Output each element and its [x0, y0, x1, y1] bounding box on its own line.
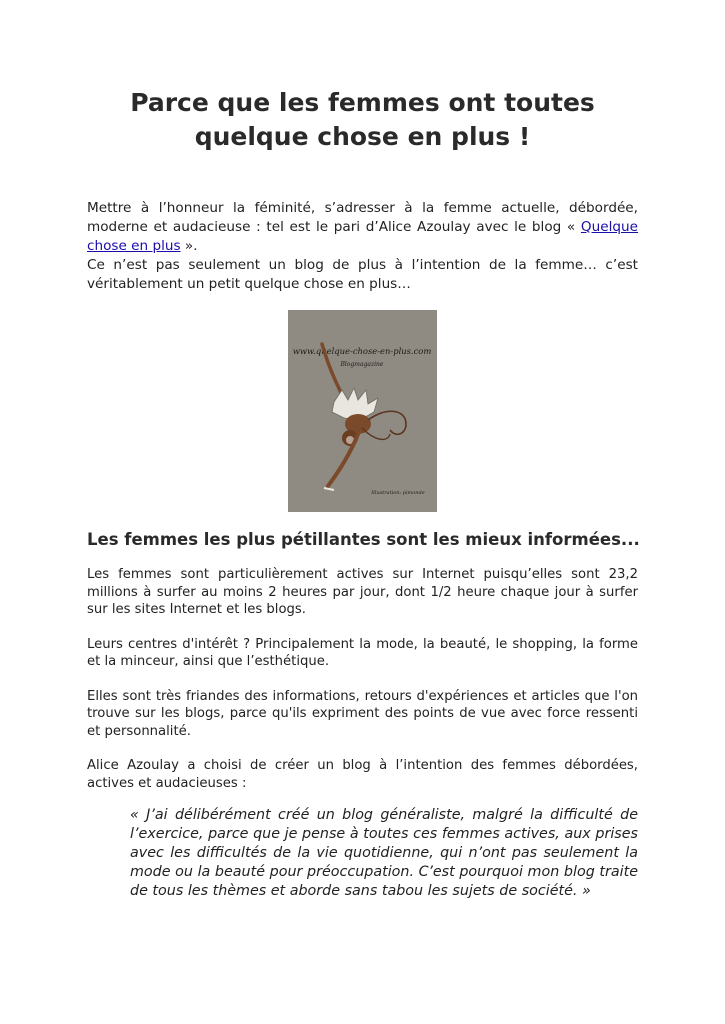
- body-paragraph-3: Elles sont très friandes des informations, retours d'expériences et articles que l'on trouve sur les blogs, parce qu'ils expriment des points de vue avec force ressenti et personnalité.: [87, 688, 638, 739]
- body-section: [87, 566, 638, 809]
- illustration-subtitle: Blogmagazine: [340, 361, 384, 368]
- section-heading: Les femmes les plus pétillantes sont les mieux informées...: [87, 530, 640, 549]
- illustration-url: www.quelque-chose-en-plus.com: [292, 346, 432, 356]
- quote-text: « J’ai délibérément créé un blog généraliste, malgré la difficulté de l’exercice, parce que je pense à toutes ces femmes actives, aux prises avec les difficultés de la vie quotidienne, qui n’ont pas seulement la mode ou la beauté pour préoccupation. C’est pourquoi mon blog traite de tous les thèmes et aborde sans tabou les sujets de société. »: [130, 807, 638, 899]
- intro-paragraph-2: Ce n’est pas seulement un blog de plus à l’intention de la femme… c’est véritablement un petit quelque chose en plus…: [87, 257, 638, 292]
- intro-text-after: ».: [180, 238, 198, 254]
- blockquote: [130, 806, 638, 901]
- title-line-1: Parce que les femmes ont toutes: [130, 88, 595, 117]
- intro-section: [87, 199, 638, 294]
- blog-link[interactable]: Quelque chose en plus: [87, 219, 638, 254]
- illustration-caption: Illustration: pimonde: [371, 490, 425, 496]
- title-line-2: quelque chose en plus !: [194, 122, 531, 151]
- intro-paragraph-1: [87, 199, 638, 256]
- body-paragraph-2: Leurs centres d'intérêt ? Principalement la mode, la beauté, le shopping, la forme et la minceur, ainsi que l’esthétique.: [87, 636, 638, 669]
- intro-text-before: Mettre à l’honneur la féminité, s’adresser à la femme actuelle, débordée, moderne et audacieuse : tel est le pari d’Alice Azoulay avec le blog «: [87, 200, 638, 235]
- page-title: [0, 86, 725, 154]
- dancer-illustration: [288, 310, 437, 512]
- body-paragraph-4: Alice Azoulay a choisi de créer un blog à l’intention des femmes débordées, actives et audacieuses :: [87, 758, 638, 791]
- blog-illustration: [288, 310, 437, 512]
- body-paragraph-1: Les femmes sont particulièrement actives sur Internet puisqu’elles sont 23,2 millions à surfer au moins 2 heures par jour, dont 1/2 heure chaque jour à surfer sur les sites Internet et les blogs.: [87, 567, 638, 617]
